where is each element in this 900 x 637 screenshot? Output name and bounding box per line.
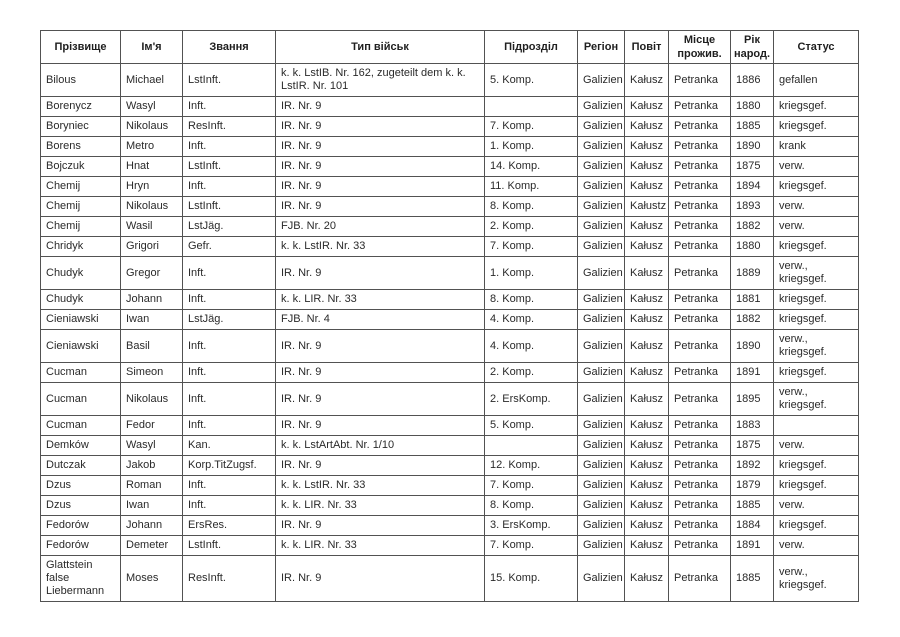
cell-troop-type: IR. Nr. 9 — [276, 97, 485, 117]
cell-troop-type: k. k. LstIR. Nr. 33 — [276, 476, 485, 496]
cell-surname: Cucman — [41, 363, 121, 383]
column-header-birth-year: Рік народ. — [731, 31, 774, 64]
cell-unit: 2. Komp. — [485, 363, 578, 383]
cell-unit: 11. Komp. — [485, 177, 578, 197]
cell-surname: Chridyk — [41, 237, 121, 257]
cell-status: verw. — [774, 536, 859, 556]
cell-rank: Inft. — [183, 383, 276, 416]
cell-surname: Cieniawski — [41, 330, 121, 363]
cell-surname: Dutczak — [41, 456, 121, 476]
table-row — [41, 257, 859, 290]
cell-district: Kałusz — [625, 177, 669, 197]
table-row — [41, 64, 859, 97]
cell-surname: Fedorów — [41, 516, 121, 536]
table-row — [41, 237, 859, 257]
cell-status: verw., kriegsgef. — [774, 556, 859, 602]
column-header-troop-type: Тип військ — [276, 31, 485, 64]
cell-unit: 15. Komp. — [485, 556, 578, 602]
cell-unit: 8. Komp. — [485, 197, 578, 217]
table-row — [41, 157, 859, 177]
cell-birth-year: 1881 — [731, 290, 774, 310]
cell-district: Kałusz — [625, 556, 669, 602]
cell-region: Galizien — [578, 290, 625, 310]
cell-troop-type: k. k. LIR. Nr. 33 — [276, 290, 485, 310]
cell-district: Kałusz — [625, 363, 669, 383]
cell-troop-type: k. k. LstArtAbt. Nr. 1/10 — [276, 436, 485, 456]
cell-birth-year: 1875 — [731, 436, 774, 456]
cell-first-name: Fedor — [121, 416, 183, 436]
cell-first-name: Wasil — [121, 217, 183, 237]
cell-status: kriegsgef. — [774, 177, 859, 197]
cell-birth-year: 1875 — [731, 157, 774, 177]
cell-first-name: Nikolaus — [121, 383, 183, 416]
cell-first-name: Gregor — [121, 257, 183, 290]
cell-troop-type: IR. Nr. 9 — [276, 363, 485, 383]
cell-surname: Fedorów — [41, 536, 121, 556]
cell-region: Galizien — [578, 177, 625, 197]
cell-first-name: Basil — [121, 330, 183, 363]
cell-unit: 7. Komp. — [485, 536, 578, 556]
table-row — [41, 436, 859, 456]
cell-troop-type: IR. Nr. 9 — [276, 117, 485, 137]
table-row — [41, 496, 859, 516]
cell-residence: Petranka — [669, 290, 731, 310]
cell-rank: Inft. — [183, 330, 276, 363]
cell-residence: Petranka — [669, 137, 731, 157]
cell-first-name: Johann — [121, 516, 183, 536]
table-body — [41, 64, 859, 602]
cell-first-name: Michael — [121, 64, 183, 97]
cell-troop-type: FJB. Nr. 20 — [276, 217, 485, 237]
cell-region: Galizien — [578, 556, 625, 602]
cell-status: verw., kriegsgef. — [774, 330, 859, 363]
cell-rank: ErsRes. — [183, 516, 276, 536]
table-row — [41, 516, 859, 536]
cell-status: kriegsgef. — [774, 117, 859, 137]
cell-residence: Petranka — [669, 117, 731, 137]
table-row — [41, 197, 859, 217]
cell-region: Galizien — [578, 117, 625, 137]
cell-residence: Petranka — [669, 237, 731, 257]
cell-first-name: Metro — [121, 137, 183, 157]
cell-unit: 8. Komp. — [485, 496, 578, 516]
table-row — [41, 137, 859, 157]
cell-status: krank — [774, 137, 859, 157]
cell-troop-type: k. k. LstIB. Nr. 162, zugeteilt dem k. k. LstIR. Nr. 101 — [276, 64, 485, 97]
cell-surname: Dzus — [41, 476, 121, 496]
cell-rank: Korp.TitZugsf. — [183, 456, 276, 476]
cell-troop-type: IR. Nr. 9 — [276, 137, 485, 157]
cell-region: Galizien — [578, 64, 625, 97]
cell-rank: ResInft. — [183, 556, 276, 602]
cell-surname: Bojczuk — [41, 157, 121, 177]
cell-residence: Petranka — [669, 476, 731, 496]
cell-unit — [485, 97, 578, 117]
cell-region: Galizien — [578, 436, 625, 456]
cell-rank: Inft. — [183, 97, 276, 117]
table-row — [41, 97, 859, 117]
cell-status: verw., kriegsgef. — [774, 257, 859, 290]
cell-rank: Inft. — [183, 177, 276, 197]
cell-unit: 2. Komp. — [485, 217, 578, 237]
cell-status: verw. — [774, 197, 859, 217]
cell-troop-type: IR. Nr. 9 — [276, 257, 485, 290]
column-header-region: Регіон — [578, 31, 625, 64]
cell-region: Galizien — [578, 257, 625, 290]
cell-unit: 14. Komp. — [485, 157, 578, 177]
cell-rank: Inft. — [183, 476, 276, 496]
cell-status: kriegsgef. — [774, 363, 859, 383]
cell-birth-year: 1895 — [731, 383, 774, 416]
cell-surname: Borens — [41, 137, 121, 157]
cell-region: Galizien — [578, 237, 625, 257]
cell-first-name: Simeon — [121, 363, 183, 383]
cell-troop-type: k. k. LIR. Nr. 33 — [276, 536, 485, 556]
cell-unit: 4. Komp. — [485, 330, 578, 363]
cell-rank: Kan. — [183, 436, 276, 456]
cell-district: Kałusz — [625, 476, 669, 496]
cell-surname: Glattstein false Liebermann — [41, 556, 121, 602]
cell-status: kriegsgef. — [774, 476, 859, 496]
cell-troop-type: FJB. Nr. 4 — [276, 310, 485, 330]
cell-region: Galizien — [578, 137, 625, 157]
cell-residence: Petranka — [669, 197, 731, 217]
cell-troop-type: IR. Nr. 9 — [276, 197, 485, 217]
cell-first-name: Jakob — [121, 456, 183, 476]
cell-surname: Boryniec — [41, 117, 121, 137]
cell-residence: Petranka — [669, 217, 731, 237]
column-header-district: Повіт — [625, 31, 669, 64]
cell-unit: 3. ErsKomp. — [485, 516, 578, 536]
cell-region: Galizien — [578, 97, 625, 117]
cell-rank: LstInft. — [183, 64, 276, 97]
cell-birth-year: 1894 — [731, 177, 774, 197]
cell-status: kriegsgef. — [774, 290, 859, 310]
cell-surname: Chudyk — [41, 257, 121, 290]
table-row — [41, 383, 859, 416]
cell-surname: Cucman — [41, 383, 121, 416]
table-row — [41, 476, 859, 496]
cell-first-name: Iwan — [121, 310, 183, 330]
cell-birth-year: 1879 — [731, 476, 774, 496]
table-row — [41, 456, 859, 476]
cell-status: verw. — [774, 217, 859, 237]
cell-residence: Petranka — [669, 257, 731, 290]
cell-unit: 4. Komp. — [485, 310, 578, 330]
cell-district: Kałusz — [625, 237, 669, 257]
cell-birth-year: 1880 — [731, 237, 774, 257]
cell-rank: LstInft. — [183, 157, 276, 177]
cell-district: Kałustz — [625, 197, 669, 217]
table-row — [41, 177, 859, 197]
cell-status: verw. — [774, 496, 859, 516]
cell-unit: 5. Komp. — [485, 416, 578, 436]
cell-birth-year: 1882 — [731, 310, 774, 330]
cell-unit: 7. Komp. — [485, 237, 578, 257]
cell-birth-year: 1883 — [731, 416, 774, 436]
cell-birth-year: 1885 — [731, 117, 774, 137]
cell-region: Galizien — [578, 496, 625, 516]
table-row — [41, 217, 859, 237]
cell-surname: Dzus — [41, 496, 121, 516]
cell-troop-type: k. k. LstIR. Nr. 33 — [276, 237, 485, 257]
cell-surname: Cucman — [41, 416, 121, 436]
cell-residence: Petranka — [669, 330, 731, 363]
cell-rank: Inft. — [183, 363, 276, 383]
cell-residence: Petranka — [669, 436, 731, 456]
cell-region: Galizien — [578, 416, 625, 436]
cell-birth-year: 1880 — [731, 97, 774, 117]
cell-district: Kałusz — [625, 436, 669, 456]
cell-unit: 5. Komp. — [485, 64, 578, 97]
cell-unit: 1. Komp. — [485, 137, 578, 157]
cell-district: Kałusz — [625, 416, 669, 436]
cell-rank: LstInft. — [183, 197, 276, 217]
cell-unit: 8. Komp. — [485, 290, 578, 310]
cell-district: Kałusz — [625, 496, 669, 516]
cell-rank: LstJäg. — [183, 217, 276, 237]
cell-birth-year: 1891 — [731, 536, 774, 556]
cell-first-name: Wasyl — [121, 436, 183, 456]
cell-troop-type: IR. Nr. 9 — [276, 456, 485, 476]
cell-region: Galizien — [578, 157, 625, 177]
cell-status: gefallen — [774, 64, 859, 97]
cell-residence: Petranka — [669, 456, 731, 476]
cell-region: Galizien — [578, 383, 625, 416]
cell-unit: 12. Komp. — [485, 456, 578, 476]
cell-first-name: Hryn — [121, 177, 183, 197]
cell-unit: 1. Komp. — [485, 257, 578, 290]
cell-surname: Chemij — [41, 197, 121, 217]
cell-residence: Petranka — [669, 64, 731, 97]
cell-residence: Petranka — [669, 310, 731, 330]
cell-status: kriegsgef. — [774, 237, 859, 257]
cell-district: Kałusz — [625, 217, 669, 237]
cell-region: Galizien — [578, 197, 625, 217]
cell-region: Galizien — [578, 363, 625, 383]
cell-district: Kałusz — [625, 516, 669, 536]
cell-surname: Cieniawski — [41, 310, 121, 330]
cell-surname: Demków — [41, 436, 121, 456]
cell-region: Galizien — [578, 310, 625, 330]
cell-birth-year: 1893 — [731, 197, 774, 217]
cell-unit: 7. Komp. — [485, 117, 578, 137]
cell-troop-type: IR. Nr. 9 — [276, 556, 485, 602]
cell-birth-year: 1890 — [731, 137, 774, 157]
cell-region: Galizien — [578, 536, 625, 556]
cell-district: Kałusz — [625, 137, 669, 157]
cell-status: kriegsgef. — [774, 516, 859, 536]
cell-unit: 2. ErsKomp. — [485, 383, 578, 416]
cell-district: Kałusz — [625, 97, 669, 117]
cell-residence: Petranka — [669, 383, 731, 416]
cell-residence: Petranka — [669, 416, 731, 436]
cell-residence: Petranka — [669, 496, 731, 516]
cell-birth-year: 1886 — [731, 64, 774, 97]
cell-residence: Petranka — [669, 177, 731, 197]
cell-birth-year: 1885 — [731, 556, 774, 602]
cell-status: verw. — [774, 436, 859, 456]
table-row — [41, 416, 859, 436]
cell-surname: Bilous — [41, 64, 121, 97]
cell-district: Kałusz — [625, 330, 669, 363]
cell-surname: Borenycz — [41, 97, 121, 117]
cell-district: Kałusz — [625, 383, 669, 416]
cell-rank: Inft. — [183, 257, 276, 290]
cell-status: verw. — [774, 157, 859, 177]
cell-first-name: Moses — [121, 556, 183, 602]
cell-rank: Inft. — [183, 137, 276, 157]
cell-rank: Inft. — [183, 290, 276, 310]
cell-birth-year: 1892 — [731, 456, 774, 476]
cell-birth-year: 1890 — [731, 330, 774, 363]
cell-rank: ResInft. — [183, 117, 276, 137]
header-row — [41, 31, 859, 64]
cell-surname: Chemij — [41, 177, 121, 197]
cell-troop-type: IR. Nr. 9 — [276, 157, 485, 177]
cell-first-name: Johann — [121, 290, 183, 310]
cell-residence: Petranka — [669, 516, 731, 536]
table-row — [41, 117, 859, 137]
cell-district: Kałusz — [625, 157, 669, 177]
cell-troop-type: k. k. LIR. Nr. 33 — [276, 496, 485, 516]
cell-rank: Inft. — [183, 416, 276, 436]
column-header-surname: Прізвище — [41, 31, 121, 64]
column-header-unit: Підрозділ — [485, 31, 578, 64]
cell-residence: Petranka — [669, 97, 731, 117]
personnel-roster-table — [40, 30, 859, 602]
cell-region: Galizien — [578, 330, 625, 363]
cell-birth-year: 1885 — [731, 496, 774, 516]
cell-birth-year: 1889 — [731, 257, 774, 290]
cell-rank: LstInft. — [183, 536, 276, 556]
cell-region: Galizien — [578, 217, 625, 237]
table-row — [41, 290, 859, 310]
cell-surname: Chudyk — [41, 290, 121, 310]
cell-district: Kałusz — [625, 456, 669, 476]
cell-troop-type: IR. Nr. 9 — [276, 516, 485, 536]
cell-status: verw., kriegsgef. — [774, 383, 859, 416]
cell-troop-type: IR. Nr. 9 — [276, 330, 485, 363]
cell-region: Galizien — [578, 516, 625, 536]
cell-first-name: Iwan — [121, 496, 183, 516]
cell-first-name: Nikolaus — [121, 197, 183, 217]
table-row — [41, 330, 859, 363]
cell-residence: Petranka — [669, 363, 731, 383]
column-header-residence: Місце прожив. — [669, 31, 731, 64]
cell-region: Galizien — [578, 456, 625, 476]
cell-district: Kałusz — [625, 310, 669, 330]
cell-first-name: Hnat — [121, 157, 183, 177]
column-header-first-name: Ім'я — [121, 31, 183, 64]
cell-rank: Gefr. — [183, 237, 276, 257]
cell-district: Kałusz — [625, 117, 669, 137]
cell-district: Kałusz — [625, 64, 669, 97]
cell-unit: 7. Komp. — [485, 476, 578, 496]
cell-surname: Chemij — [41, 217, 121, 237]
cell-first-name: Demeter — [121, 536, 183, 556]
cell-status: kriegsgef. — [774, 310, 859, 330]
cell-troop-type: IR. Nr. 9 — [276, 177, 485, 197]
cell-troop-type: IR. Nr. 9 — [276, 416, 485, 436]
cell-status — [774, 416, 859, 436]
cell-birth-year: 1882 — [731, 217, 774, 237]
column-header-rank: Звання — [183, 31, 276, 64]
cell-district: Kałusz — [625, 290, 669, 310]
column-header-status: Статус — [774, 31, 859, 64]
cell-first-name: Roman — [121, 476, 183, 496]
cell-birth-year: 1884 — [731, 516, 774, 536]
cell-status: kriegsgef. — [774, 97, 859, 117]
cell-district: Kałusz — [625, 536, 669, 556]
cell-first-name: Grigori — [121, 237, 183, 257]
cell-residence: Petranka — [669, 556, 731, 602]
table-row — [41, 536, 859, 556]
cell-rank: Inft. — [183, 496, 276, 516]
cell-status: kriegsgef. — [774, 456, 859, 476]
cell-district: Kałusz — [625, 257, 669, 290]
cell-troop-type: IR. Nr. 9 — [276, 383, 485, 416]
table-row — [41, 310, 859, 330]
cell-first-name: Wasyl — [121, 97, 183, 117]
cell-residence: Petranka — [669, 157, 731, 177]
cell-birth-year: 1891 — [731, 363, 774, 383]
cell-residence: Petranka — [669, 536, 731, 556]
cell-rank: LstJäg. — [183, 310, 276, 330]
cell-region: Galizien — [578, 476, 625, 496]
table-row — [41, 556, 859, 602]
table-row — [41, 363, 859, 383]
cell-unit — [485, 436, 578, 456]
cell-first-name: Nikolaus — [121, 117, 183, 137]
